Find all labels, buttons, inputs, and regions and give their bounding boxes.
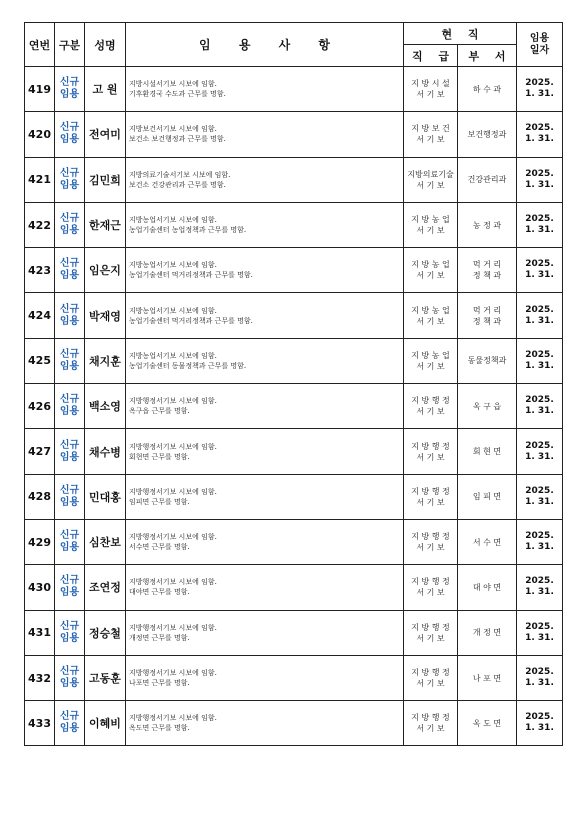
row-number: 425 [25,338,55,383]
appointment-content [126,157,404,202]
current-department: 회 현 면 [458,429,517,474]
table-row [25,202,563,247]
appointment-type-line1: 신규 [59,666,80,677]
appointment-type-line2: 임용 [59,406,80,418]
date-line1: 2025. [525,485,554,496]
content-line2: 농업기술센터 농업정책과 근무를 명함. [129,226,247,235]
row-number: 427 [25,429,55,474]
rank-line1: 지 방 농 업 [411,215,450,225]
date-line1: 2025. [525,576,554,587]
header-rank: 직 급 [404,45,458,67]
table-row [25,565,563,610]
current-rank [404,157,458,202]
header-date [517,23,563,67]
person-name: 박재영 [85,293,126,338]
current-department: 하 수 과 [458,67,517,112]
appointment-content [126,248,404,293]
current-rank [404,384,458,429]
content-line1: 지방행정서기보 시보에 임함. [129,669,217,677]
appointment-type-line1: 신규 [59,484,80,496]
current-department: 대 야 면 [458,565,517,610]
appointment-content [126,474,404,519]
rank-line2: 서 기 보 [416,724,445,734]
row-number: 424 [25,293,55,338]
appointment-content [126,701,404,746]
current-department: 서 수 면 [458,519,517,564]
current-department: 옥 구 읍 [458,384,517,429]
rank-line2: 서 기 보 [416,543,445,553]
appointment-type-line2: 임용 [59,179,80,191]
header-dept: 부 서 [458,45,517,67]
appointment-type-line1: 신규 [59,258,80,270]
rank-line2: 서 기 보 [416,226,445,236]
content-line2: 대야면 근무를 명함. [129,588,190,597]
appointment-type-line1: 신규 [59,122,80,134]
appointment-content [126,565,404,610]
appointment-type-line2: 임용 [59,270,80,282]
current-rank [404,202,458,247]
current-department: 나 포 면 [458,655,517,700]
appointment-type-line2: 임용 [59,134,80,146]
date-line1: 2025. [525,395,554,406]
header-current: 현 직 [404,23,517,45]
content-line2: 농업기술센터 동물정책과 근무를 명함. [129,361,247,370]
appointment-type [55,248,85,293]
appointment-date [517,67,563,112]
date-line1: 2025. [525,214,554,225]
rank-line2: 서 기 보 [416,588,445,598]
rank-line1: 지 방 행 정 [411,668,450,677]
appointment-content [126,519,404,564]
appointment-type [55,701,85,746]
appointment-content [126,293,404,338]
person-name: 고 원 [85,67,126,112]
appointment-content [126,384,404,429]
date-line2: 1. 31. [525,360,554,371]
rank-line1: 지 방 행 정 [411,577,450,587]
row-number: 429 [25,519,55,564]
content-line1: 지방시설서기보 시보에 임함. [129,80,217,89]
appointment-date [517,202,563,247]
rank-line1: 지 방 행 정 [411,486,450,496]
person-name: 한재근 [85,202,126,247]
appointment-content [126,655,404,700]
appointment-type [55,519,85,564]
appointment-date [517,112,563,157]
date-line1: 2025. [525,259,554,270]
table-row [25,474,563,519]
appointment-type [55,293,85,338]
rank-line2: 서 기 보 [416,90,445,100]
content-line1: 지방행정서기보 시보에 임함. [129,442,217,451]
content-line2: 보건소 보건행정과 근무를 명함. [129,135,226,144]
current-rank [404,429,458,474]
table-body [25,67,563,746]
date-line1: 2025. [525,78,554,89]
appointment-type [55,338,85,383]
rank-line1: 지 방 행 정 [411,396,450,406]
date-line2: 1. 31. [525,89,554,100]
row-number: 433 [25,701,55,746]
appointment-content [126,112,404,157]
content-line1: 지방행정서기보 시보에 임함. [129,623,217,632]
person-name: 백소영 [85,384,126,429]
current-rank [404,474,458,519]
rank-line1: 지 방 보 건 [411,124,450,134]
table-row [25,655,563,700]
date-line1: 2025. [525,667,554,677]
rank-line2: 서 기 보 [416,497,445,507]
appointment-type [55,474,85,519]
content-line1: 지방행정서기보 시보에 임함. [129,487,217,496]
content-line2: 개정면 근무를 명함. [129,633,190,642]
appointment-type-line1: 신규 [59,213,80,225]
rank-line1: 지 방 시 설 [411,79,450,89]
appointment-type-line1: 신규 [59,167,80,179]
content-line2: 농업기술센터 먹거리정책과 근무를 명함. [129,271,253,280]
person-name: 고동훈 [85,655,126,700]
table-row [25,610,563,655]
header-type: 구분 [55,23,85,67]
appointment-date [517,384,563,429]
table-row [25,701,563,746]
content-line1: 지방농업서기보 시보에 임함. [129,306,217,315]
date-line1: 2025. [525,440,554,451]
date-line2: 1. 31. [525,225,554,236]
appointment-type-line2: 임용 [59,542,80,554]
current-rank [404,701,458,746]
appointment-date [517,429,563,474]
appointment-type-line1: 신규 [59,620,80,632]
current-department: 먹 거 리 정 책 과 [458,248,517,293]
table-row [25,112,563,157]
row-number: 431 [25,610,55,655]
current-department: 옥 도 면 [458,701,517,746]
appointment-type-line2: 임용 [59,315,80,327]
appointment-type [55,67,85,112]
appointment-date [517,157,563,202]
content-line1: 지방행정서기보 시보에 임함. [129,533,217,542]
appointment-type-line1: 신규 [59,711,80,723]
rank-line2: 서 기 보 [416,679,445,688]
appointment-type [55,565,85,610]
rank-line1: 지 방 농 업 [411,305,450,315]
appointment-type-line2: 임용 [59,496,80,508]
current-rank [404,565,458,610]
content-line1: 지방행정서기보 시보에 임함. [129,714,217,723]
current-department: 먹 거 리 정 책 과 [458,293,517,338]
person-name: 이혜비 [85,701,126,746]
date-line2: 1. 31. [525,270,554,281]
table-row [25,338,563,383]
date-line2: 1. 31. [525,179,554,190]
rank-line1: 지 방 농 업 [411,260,450,270]
content-line2: 나포면 근무를 명함. [129,679,190,687]
content-line1: 지방행정서기보 시보에 임함. [129,397,217,406]
appointment-date [517,701,563,746]
date-line1: 2025. [525,123,554,134]
appointment-type [55,655,85,700]
appointment-date [517,293,563,338]
appointment-content [126,202,404,247]
current-department: 임 피 면 [458,474,517,519]
row-number: 419 [25,67,55,112]
person-name: 채수병 [85,429,126,474]
appointment-table [24,22,563,746]
current-rank [404,519,458,564]
row-number: 421 [25,157,55,202]
appointment-type-line2: 임용 [59,678,80,689]
appointment-type-line2: 임용 [59,89,80,101]
appointment-type [55,157,85,202]
appointment-type-line2: 임용 [59,451,80,463]
appointment-type-line2: 임용 [59,225,80,237]
person-name: 전여미 [85,112,126,157]
rank-line1: 지 방 행 정 [411,713,450,723]
content-line2: 임피면 근무를 명함. [129,497,190,506]
content-line1: 지방보건서기보 시보에 임함. [129,125,217,134]
rank-line2: 서 기 보 [416,135,445,145]
current-rank [404,338,458,383]
date-line2: 1. 31. [525,451,554,462]
header-no: 연번 [25,23,55,67]
appointment-type-line1: 신규 [59,394,80,406]
date-line2: 1. 31. [525,315,554,326]
person-name: 채지훈 [85,338,126,383]
rank-line2: 서 기 보 [416,361,445,371]
appointment-date [517,610,563,655]
date-line1: 2025. [525,168,554,179]
content-line2: 회현면 근무를 명함. [129,452,190,461]
date-line2: 1. 31. [525,134,554,145]
date-line1: 2025. [525,304,554,315]
row-number: 420 [25,112,55,157]
rank-line2: 서 기 보 [416,316,445,326]
rank-line2: 서 기 보 [416,180,445,190]
current-rank [404,655,458,700]
content-line1: 지방의료기술서기보 시보에 임함. [129,170,231,179]
appointment-date [517,655,563,700]
header-date-line2: 일자 [529,44,550,56]
appointment-date [517,519,563,564]
appointment-type-line1: 신규 [59,348,80,360]
row-number: 432 [25,655,55,700]
row-number: 422 [25,202,55,247]
content-line2: 옥구읍 근무를 명함. [129,407,190,416]
row-number: 428 [25,474,55,519]
appointment-type [55,429,85,474]
appointment-type-line1: 신규 [59,77,80,89]
appointment-type-line1: 신규 [59,530,80,542]
table-row [25,67,563,112]
appointment-date [517,474,563,519]
header-name: 성명 [85,23,126,67]
appointment-type [55,610,85,655]
current-department: 보건행정과 [458,112,517,157]
appointment-content [126,67,404,112]
date-line1: 2025. [525,621,554,632]
appointment-type-line2: 임용 [59,587,80,599]
date-line2: 1. 31. [525,678,554,688]
date-line2: 1. 31. [525,496,554,507]
rank-line2: 서 기 보 [416,452,445,462]
appointment-date [517,248,563,293]
table-row [25,157,563,202]
current-department: 개 정 면 [458,610,517,655]
content-line2: 보건소 건강관리과 근무를 명함. [129,180,226,189]
appointment-date [517,338,563,383]
date-line2: 1. 31. [525,542,554,553]
date-line2: 1. 31. [525,723,554,734]
date-line2: 1. 31. [525,587,554,598]
current-rank [404,293,458,338]
date-line2: 1. 31. [525,632,554,643]
current-rank [404,67,458,112]
rank-line2: 서 기 보 [416,407,445,417]
content-line2: 기후환경국 수도과 근무를 명함. [129,90,226,99]
header-content: 임 용 사 항 [126,23,404,67]
rank-line1: 지 방 행 정 [411,622,450,632]
date-line2: 1. 31. [525,406,554,417]
rank-line1: 지 방 농 업 [411,350,450,360]
content-line1: 지방농업서기보 시보에 임함. [129,216,217,225]
appointment-type [55,202,85,247]
appointment-content [126,338,404,383]
header-date-line1: 임용 [529,32,550,44]
current-rank [404,248,458,293]
appointment-type-line1: 신규 [59,303,80,315]
appointment-type [55,112,85,157]
rank-line2: 서 기 보 [416,271,445,281]
appointment-content [126,429,404,474]
row-number: 426 [25,384,55,429]
rank-line1: 지방의료기술 [407,169,454,179]
date-line1: 2025. [525,712,554,723]
rank-line1: 지 방 행 정 [411,532,450,542]
content-line2: 농업기술센터 먹거리정책과 근무를 명함. [129,316,253,325]
person-name: 정승철 [85,610,126,655]
table-row [25,429,563,474]
person-name: 임은지 [85,248,126,293]
person-name: 심찬보 [85,519,126,564]
appointment-type-line1: 신규 [59,575,80,587]
appointment-type-line1: 신규 [59,439,80,451]
appointment-content [126,610,404,655]
person-name: 김민희 [85,157,126,202]
person-name: 민대홍 [85,474,126,519]
current-rank [404,610,458,655]
current-rank [404,112,458,157]
row-number: 423 [25,248,55,293]
appointment-date [517,565,563,610]
current-department: 농 정 과 [458,202,517,247]
rank-line1: 지 방 행 정 [411,441,450,451]
content-line1: 지방농업서기보 시보에 임함. [129,351,217,360]
row-number: 430 [25,565,55,610]
table-row [25,248,563,293]
appointment-type-line2: 임용 [59,360,80,372]
content-line2: 서수면 근무를 명함. [129,543,190,552]
table-row [25,293,563,338]
current-department: 건강관리과 [458,157,517,202]
content-line1: 지방행정서기보 시보에 임함. [129,578,217,587]
date-line1: 2025. [525,349,554,360]
table-row [25,519,563,564]
current-department: 동물정책과 [458,338,517,383]
content-line1: 지방농업서기보 시보에 임함. [129,261,217,270]
date-line1: 2025. [525,531,554,542]
content-line2: 옥도면 근무를 명함. [129,724,190,733]
person-name: 조연정 [85,565,126,610]
appointment-type-line2: 임용 [59,632,80,644]
appointment-type [55,384,85,429]
rank-line2: 서 기 보 [416,633,445,643]
table-row [25,384,563,429]
appointment-type-line2: 임용 [59,723,80,735]
